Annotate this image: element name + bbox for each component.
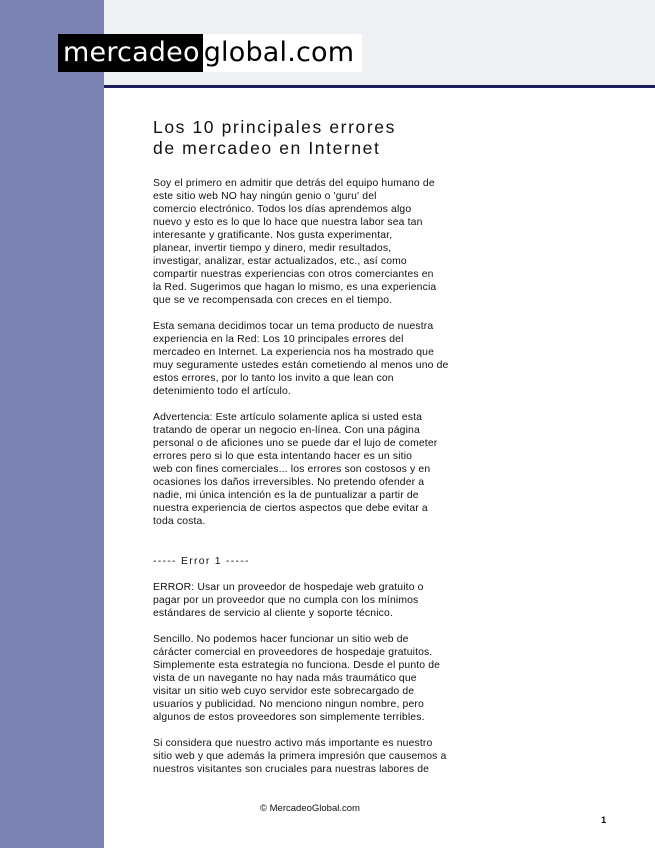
logo-part-global: global.com [203,34,363,72]
error-1-continuation: Si considera que nuestro activo más importante es nuestro sitio web y que además la primera impresión que causemos a nuestros visitantes son cruciales para nuestras labores de [153,738,447,775]
footer-copyright: © MercadeoGlobal.com [260,803,360,814]
topic-paragraph: Esta semana decidimos tocar un tema producto de nuestra experiencia en la Red: Los 10 principales errores del mercadeo en Internet. La experiencia nos ha mostrado que muy seguramente ustedes están cometiendo al menos uno de estos errores, por lo tanto los invito a que lean con detenimiento todo el artículo. [153,321,449,397]
article-title-line-2: de mercadeo en Internet [153,138,381,158]
article-body [153,117,498,789]
error-1-statement: ERROR: Usar un proveedor de hospedaje web gratuito o pagar por un proveedor que no cumpla con los mínimos estándares de servicio al cliente y soporte técnico. [153,582,424,619]
warning-paragraph: Advertencia: Este artículo solamente aplica si usted esta tratando de operar un negocio en-línea. Con una página personal o de aficiones uno se puede dar el lujo de cometer errores pero si lo que esta intentando hacer es un sitio web con fines comerciales... los errores son costosos y en ocasiones los daños irreversibles. No pretendo ofender a nadie, mi única intención es la de puntualizar a partir de nuestra experiencia de ciertos aspectos que debe evitar a toda costa. [153,412,438,527]
error-1-heading: ----- Error 1 ----- [153,556,250,567]
left-sidebar-band [0,0,104,848]
header-divider [104,85,655,88]
article-title [153,117,498,159]
intro-paragraph: Soy el primero en admitir que detrás del equipo humano de este sitio web NO hay ningún genio o 'guru' del comercio electrónico. Todos los días aprendemos algo nuevo y esto es lo que lo hace que nuestra labor sea tan interesante y gratificante. Nos gusta experimentar, planear, invertir tiempo y dinero, medir resultados, investigar, analizar, estar actualizados, etc., así como compartir nuestras experiencias con otros comerciantes en la Red. Sugerimos que hagan lo mismo, es una experiencia que se ve recompensada con creces en el tiempo. [153,178,437,306]
article-title-line-1: Los 10 principales errores [153,117,396,137]
logo-part-mercadeo: mercadeo [58,34,203,72]
page-number: 1 [601,815,607,826]
error-1-explanation: Sencillo. No podemos hacer funcionar un sitio web de cárácter comercial en proveedores de hospedaje gratuitos. Simplemente esta estrategia no funciona. Desde el punto de vista de un navegante no hay nada más traumático que visitar un sitio web cuyo servidor este sobrecargado de usuarios y publicidad. No menciono ningun nombre, pero algunos de estos proveedores son simplemente terribles. [153,634,441,723]
brand-logo [58,34,362,72]
